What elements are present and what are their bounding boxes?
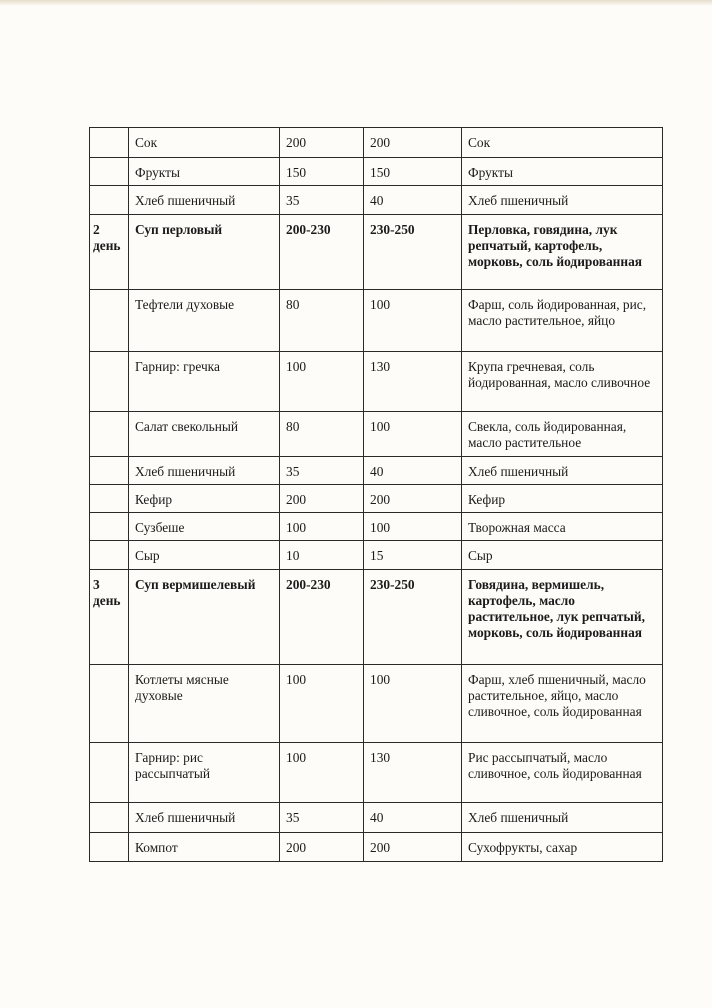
- portion-large-cell: 100: [364, 290, 462, 352]
- portion-small-cell: 35: [280, 457, 364, 485]
- page-edge: [0, 0, 712, 6]
- ingredients-cell: Свекла, соль йодированная, масло растительное: [462, 412, 663, 457]
- ingredients-cell: Творожная масса: [462, 513, 663, 541]
- day-cell: [90, 541, 129, 570]
- table-row: [90, 803, 663, 833]
- ingredients-cell: Кефир: [462, 485, 663, 513]
- portion-small-cell: 35: [280, 803, 364, 833]
- portion-large-cell: 230-250: [364, 570, 462, 665]
- portion-small-cell: 100: [280, 743, 364, 803]
- portion-large-cell: 100: [364, 412, 462, 457]
- ingredients-cell: Фарш, соль йодированная, рис, масло растительное, яйцо: [462, 290, 663, 352]
- portion-large-cell: 40: [364, 457, 462, 485]
- portion-small-cell: 100: [280, 513, 364, 541]
- portion-small-cell: 200-230: [280, 570, 364, 665]
- ingredients-cell: Перловка, говядина, лук репчатый, картофель, морковь, соль йодированная: [462, 215, 663, 290]
- table-row: [90, 513, 663, 541]
- day-cell: 2 день: [90, 215, 129, 290]
- portion-small-cell: 35: [280, 186, 364, 215]
- dish-cell: Тефтели духовые: [129, 290, 280, 352]
- day-cell: [90, 128, 129, 158]
- table-row: [90, 665, 663, 743]
- dish-cell: Котлеты мясные духовые: [129, 665, 280, 743]
- portion-small-cell: 200: [280, 485, 364, 513]
- portion-small-cell: 80: [280, 290, 364, 352]
- day-cell: [90, 352, 129, 412]
- ingredients-cell: Сыр: [462, 541, 663, 570]
- table-row: [90, 128, 663, 158]
- dish-cell: Гарнир: рис рассыпчатый: [129, 743, 280, 803]
- ingredients-cell: Говядина, вермишель, картофель, масло растительное, лук репчатый, морковь, соль йодированная: [462, 570, 663, 665]
- dish-cell: Хлеб пшеничный: [129, 186, 280, 215]
- portion-large-cell: 100: [364, 513, 462, 541]
- portion-small-cell: 150: [280, 158, 364, 186]
- ingredients-cell: Фрукты: [462, 158, 663, 186]
- table-row: [90, 412, 663, 457]
- day-cell: [90, 803, 129, 833]
- portion-small-cell: 200-230: [280, 215, 364, 290]
- day-cell: [90, 412, 129, 457]
- day-cell: [90, 158, 129, 186]
- table-row: [90, 833, 663, 862]
- day-cell: [90, 513, 129, 541]
- portion-large-cell: 15: [364, 541, 462, 570]
- dish-cell: Хлеб пшеничный: [129, 803, 280, 833]
- ingredients-cell: Сухофрукты, сахар: [462, 833, 663, 862]
- day-cell: [90, 290, 129, 352]
- portion-large-cell: 200: [364, 833, 462, 862]
- table-row: [90, 541, 663, 570]
- ingredients-cell: Крупа гречневая, соль йодированная, масло сливочное: [462, 352, 663, 412]
- dish-cell: Салат свекольный: [129, 412, 280, 457]
- dish-cell: Суп перловый: [129, 215, 280, 290]
- table-row: [90, 457, 663, 485]
- day-cell: [90, 743, 129, 803]
- ingredients-cell: Хлеб пшеничный: [462, 803, 663, 833]
- portion-large-cell: 200: [364, 128, 462, 158]
- portion-large-cell: 40: [364, 803, 462, 833]
- dish-cell: Хлеб пшеничный: [129, 457, 280, 485]
- dish-cell: Сок: [129, 128, 280, 158]
- table-row: [90, 352, 663, 412]
- dish-cell: Сузбеше: [129, 513, 280, 541]
- day-cell: [90, 457, 129, 485]
- dish-cell: Сыр: [129, 541, 280, 570]
- portion-small-cell: 200: [280, 128, 364, 158]
- portion-large-cell: 230-250: [364, 215, 462, 290]
- portion-large-cell: 40: [364, 186, 462, 215]
- ingredients-cell: Хлеб пшеничный: [462, 457, 663, 485]
- dish-cell: Фрукты: [129, 158, 280, 186]
- portion-large-cell: 130: [364, 743, 462, 803]
- dish-cell: Компот: [129, 833, 280, 862]
- day-cell: 3 день: [90, 570, 129, 665]
- portion-small-cell: 100: [280, 665, 364, 743]
- table-row: [90, 570, 663, 665]
- table-row: [90, 743, 663, 803]
- table-row: [90, 290, 663, 352]
- portion-small-cell: 10: [280, 541, 364, 570]
- table-row: [90, 186, 663, 215]
- ingredients-cell: Сок: [462, 128, 663, 158]
- portion-small-cell: 100: [280, 352, 364, 412]
- day-cell: [90, 665, 129, 743]
- portion-large-cell: 150: [364, 158, 462, 186]
- day-cell: [90, 485, 129, 513]
- portion-large-cell: 100: [364, 665, 462, 743]
- day-cell: [90, 833, 129, 862]
- portion-small-cell: 200: [280, 833, 364, 862]
- day-cell: [90, 186, 129, 215]
- menu-table: [89, 127, 663, 862]
- table-row: [90, 158, 663, 186]
- portion-large-cell: 130: [364, 352, 462, 412]
- dish-cell: Гарнир: гречка: [129, 352, 280, 412]
- ingredients-cell: Рис рассыпчатый, масло сливочное, соль йодированная: [462, 743, 663, 803]
- portion-large-cell: 200: [364, 485, 462, 513]
- dish-cell: Кефир: [129, 485, 280, 513]
- table-row: [90, 485, 663, 513]
- portion-small-cell: 80: [280, 412, 364, 457]
- dish-cell: Суп вермишелевый: [129, 570, 280, 665]
- ingredients-cell: Фарш, хлеб пшеничный, масло растительное, яйцо, масло сливочное, соль йодированная: [462, 665, 663, 743]
- table-row: [90, 215, 663, 290]
- ingredients-cell: Хлеб пшеничный: [462, 186, 663, 215]
